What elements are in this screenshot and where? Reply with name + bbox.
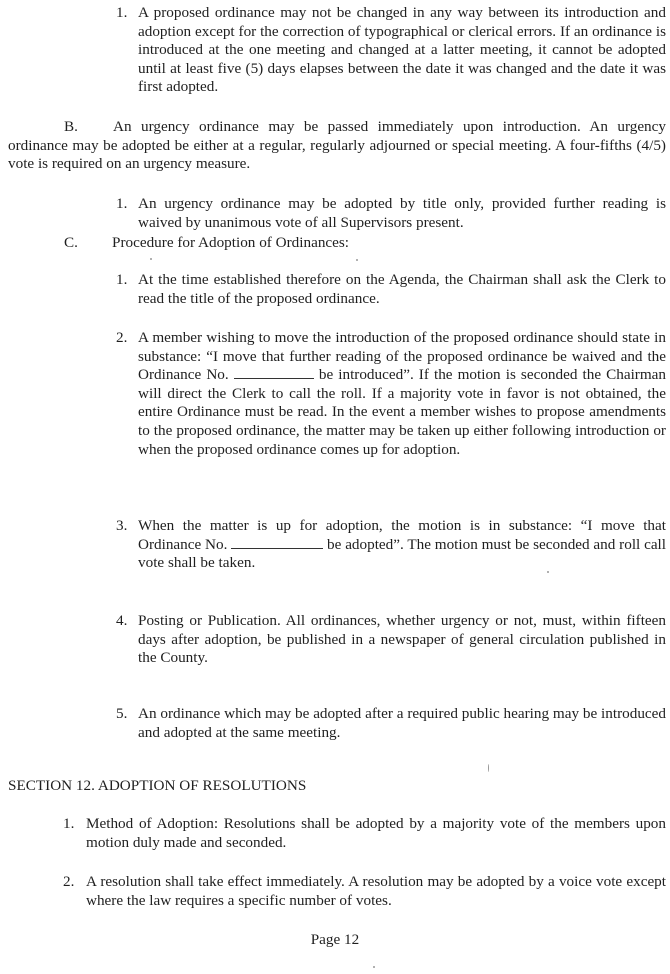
- item-number: 1.: [63, 815, 75, 832]
- item-number: 5.: [116, 705, 128, 722]
- item-number: 1.: [116, 4, 128, 21]
- paragraph-text: A member wishing to move the introduction of the proposed ordinance should state in substance: “I move that further reading of the proposed ordinance be waived and the Ordinance No.: [138, 329, 666, 384]
- paragraph-b: An urgency ordinance may be passed immediately upon introduction. An urgency ordinance may be adopted be either at a regular, regularly adjourned or special meeting. A four-fifths (4/5) vote is required on an urgency measure.: [8, 118, 666, 173]
- paragraph-text: When the matter is up for adoption, the motion is in substance: “I move that Ordinance No.: [138, 517, 666, 553]
- item-number: 1.: [116, 271, 128, 288]
- item-number: 3.: [116, 517, 128, 534]
- paragraph-b-item-1: An urgency ordinance may be adopted by title only, provided further reading is waived by unanimous vote of all Supervisors present.: [138, 195, 666, 231]
- paragraph-c-item-3: [138, 517, 666, 573]
- subsection-letter-c: C.: [64, 234, 78, 251]
- item-number: 2.: [116, 329, 128, 346]
- paragraph-text: be introduced”. If the motion is seconded the Chairman will direct the Clerk to call the roll. If a majority vote in favor is not obtained, the entire Ordinance must be read. In the event a member wishes to propose amendments to the proposed ordinance, the matter may be taken up either following introduction or when the proposed ordinance comes up for adoption.: [138, 366, 667, 458]
- scan-speck: [373, 966, 375, 968]
- ordinance-number-blank: [234, 366, 314, 379]
- scan-speck: [488, 764, 489, 772]
- item-number: 1.: [116, 195, 128, 212]
- scan-speck: [150, 258, 152, 260]
- subsection-letter-b: B.: [64, 118, 78, 135]
- ordinance-number-blank: [231, 536, 323, 549]
- paragraph-c-item-1: At the time established therefore on the Agenda, the Chairman shall ask the Clerk to read the title of the proposed ordinance.: [138, 271, 666, 307]
- scan-speck: [547, 571, 549, 573]
- item-number: 2.: [63, 873, 75, 890]
- paragraph-s12-item-1: Method of Adoption: Resolutions shall be adopted by a majority vote of the members upon motion duly made and seconded.: [86, 815, 666, 851]
- subsection-c-title: Procedure for Adoption of Ordinances:: [112, 234, 350, 251]
- paragraph-c-item-2: [138, 329, 666, 459]
- section-12-heading: SECTION 12. ADOPTION OF RESOLUTIONS: [8, 777, 307, 794]
- item-number: 4.: [116, 612, 128, 629]
- paragraph-s12-item-2: A resolution shall take effect immediately. A resolution may be adopted by a voice vote except where the law requires a specific number of votes.: [86, 873, 666, 909]
- paragraph-a-item-1: A proposed ordinance may not be changed in any way between its introduction and adoption except for the correction of typographical or clerical errors. If an ordinance is introduced at the one meeting and changed at a latter meeting, it cannot be adopted until at least five (5) days elapses between the date it was changed and the date it was first adopted.: [138, 4, 666, 96]
- paragraph-c-item-5: An ordinance which may be adopted after a required public hearing may be introduced and adopted at the same meeting.: [138, 705, 666, 741]
- paragraph-c-item-4: Posting or Publication. All ordinances, whether urgency or not, must, within fifteen days after adoption, be published in a newspaper of general circulation published in the County.: [138, 612, 666, 667]
- paragraph-text: be adopted”. The motion must be seconded and roll call vote shall be taken.: [138, 535, 666, 572]
- page-number: Page 12: [310, 931, 360, 948]
- scan-speck: [356, 259, 358, 261]
